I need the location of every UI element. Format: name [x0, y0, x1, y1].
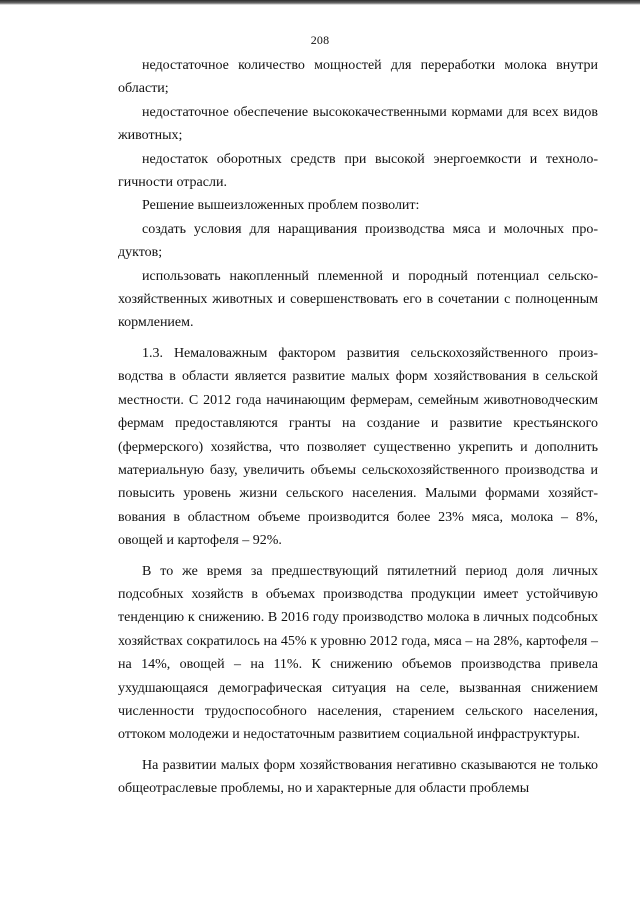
- paragraph-small-business-problems: На развитии малых форм хозяйствования негативно сказываются не только общеотраслевые проблемы, но и характерные для области проблемы: [118, 757, 598, 797]
- paragraph-working-capital: недостаток оборотных средств при высокой энергоемкости и технологичности отрасли.: [118, 151, 598, 191]
- paragraph-meat-milk-production: создать условия для наращивания производства мяса и молочных продуктов;: [118, 221, 598, 261]
- page-body: [118, 54, 598, 801]
- paragraph-household-farms: В то же время за предшествующий пятилетний период доля личных подсобных хозяйств в объемах производства продукции имеет устойчивую тенденцию к снижению. В 2016 году производство молока в личных подсобных хозяйствах сократилось на 45% к уровню 2012 года, мяса – на 28%, картофеля – на 14%, овощей – на 11%. К снижению объемов производства привела ухудшающаяся демографическая ситуация на селе, вызванная снижением численности трудоспособного населения, старением сельского населения, оттоком молодежи и недостаточным развитием социальной инфраструктуры.: [118, 563, 598, 743]
- paragraph-feed-supply: недостаточное обеспечение высококачественными кормами для всех видов животных;: [118, 104, 598, 144]
- paragraph-section-1-3: 1.3. Немаловажным фактором развития сельскохозяйственного производства в области является развитие малых форм хозяйствования в сельской местности. С 2012 года начинающим фермерам, семейным животноводческим фермам предоставляются гранты на создание и развитие крестьянского (фермерского) хозяйства, что позволяет существенно укрепить и дополнить материальную базу, увеличить объемы сельскохозяйственного производства и повысить уровень жизни сельского населения. Малыми формами хозяйствования в областном объеме производится более 23% мяса, молока – 8%, овощей и картофеля – 92%.: [118, 345, 598, 549]
- paragraph-processing-capacity: недостаточное количество мощностей для переработки молока внутри области;: [118, 58, 598, 97]
- paragraph-breeding-potential: использовать накопленный племенной и породный потенциал сельскохозяйственных животных и совершенствовать его в сочетании с полноценным кормлением.: [118, 268, 598, 331]
- paragraph-solution-intro: Решение вышеизложенных проблем позволит:: [142, 198, 420, 214]
- page-number: 208: [310, 33, 330, 47]
- scan-top-edge: [0, 0, 640, 5]
